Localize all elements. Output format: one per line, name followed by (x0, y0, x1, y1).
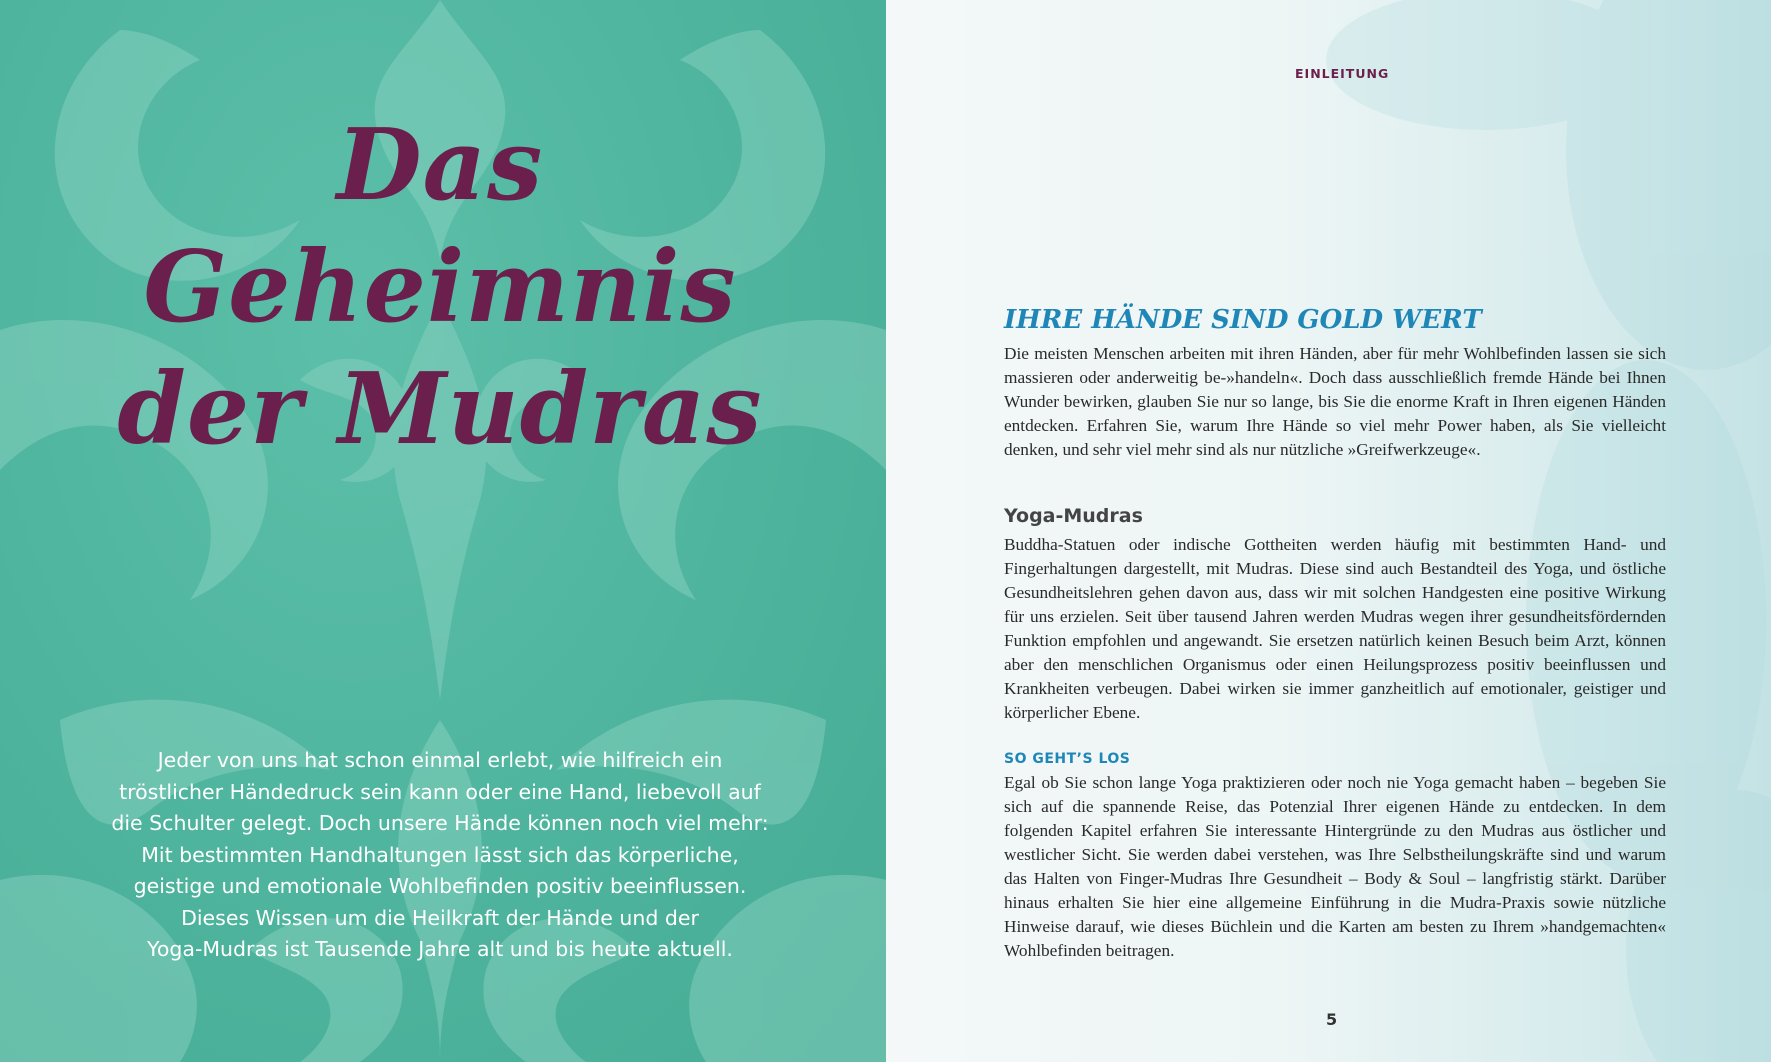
paragraph-3: Egal ob Sie schon lange Yoga praktizieren oder noch nie Yoga gemacht haben – begeben Sie sich auf die spannende Reise, das Potenzial Ihrer eigenen Hände zu entdecken. In dem folgenden Kapitel erfahren Sie interessante Hintergründe zu den Mudras aus östlicher und westlicher Sicht. Sie werden dabei verstehen, was Ihre Selbstheilungskräfte sind und warum das Halten von Finger-Mudras Ihre Gesundheit – Body & Soul – langfristig stärkt. Darüber hinaus erhalten Sie hier eine allgemeine Einführung in die Mudra-Praxis sowie nützliche Hinweise darauf, wie dieses Büchlein und die Karten am besten zu Ihrem »handgemachten« Wohlbefinden beitragen. (1004, 773, 1666, 960)
book-title (60, 105, 820, 471)
running-head: EINLEITUNG (1295, 66, 1390, 81)
section-heading: IHRE HÄNDE SIND GOLD WERT (1004, 305, 1482, 335)
intro-line: die Schulter gelegt. Doch unsere Hände können noch viel mehr: (111, 811, 769, 835)
title-line-1: Das Geheimnis (143, 108, 737, 345)
page-number: 5 (1326, 1010, 1338, 1029)
intro-line: Mit bestimmten Handhaltungen lässt sich das körperliche, (141, 842, 739, 867)
intro-line: geistige und emotionale Wohlbefinden positiv beeinflussen. (133, 874, 747, 898)
paragraph-1: Die meisten Menschen arbeiten mit ihren Händen, aber für mehr Wohlbefinden lassen sie sich massieren oder anderweitig be-»handeln«. Doch dass ausschließlich fremde Hände bei Ihnen Wunder bewirken, glauben Sie nur so lange, bis Sie die enorme Kraft in Ihren eigenen Händen entdecken. Erfahren Sie, warum Ihre Hände so viel mehr Power haben, als Sie vielleicht denken, und sehr viel mehr sind als nur nützliche »Greifwerkzeuge«. (1004, 344, 1666, 459)
intro-line: Jeder von uns hat schon einmal erlebt, wie hilfreich ein (157, 748, 723, 772)
paragraph-2: Buddha-Statuen oder indische Gottheiten werden häufig mit bestimmten Hand- und Fingerhaltungen dargestellt, mit Mudras. Diese sind auch Bestandteil des Yoga, und östliche Gesundheitslehren gehen davon aus, dass wir mit solchen Handgesten eine positive Wirkung für uns erzielen. Seit über tausend Jahren werden Mudras wegen ihrer gesundheitsfördernden Funktion empfohlen und angewandt. Sie ersetzen natürlich keinen Besuch beim Arzt, können aber den menschlichen Organismus oder einen Heilungsprozess positiv beeinflussen und Krankheiten verbeugen. Dabei wirken sie immer ganzheitlich auf emotionaler, geistiger und körperlicher Ebene. (1004, 535, 1666, 722)
intro-text (100, 745, 780, 966)
intro-line: Dieses Wissen um die Heilkraft der Hände und der (181, 905, 699, 930)
intro-line: Yoga-Mudras ist Tausende Jahre alt und bis heute aktuell. (147, 937, 733, 961)
section-label: SO GEHT’S LOS (1004, 751, 1131, 767)
subheading: Yoga-Mudras (1004, 505, 1143, 527)
title-line-2: der Mudras (117, 352, 763, 467)
intro-line: tröstlicher Händedruck sein kann oder eine Hand, liebevoll auf (119, 779, 761, 804)
